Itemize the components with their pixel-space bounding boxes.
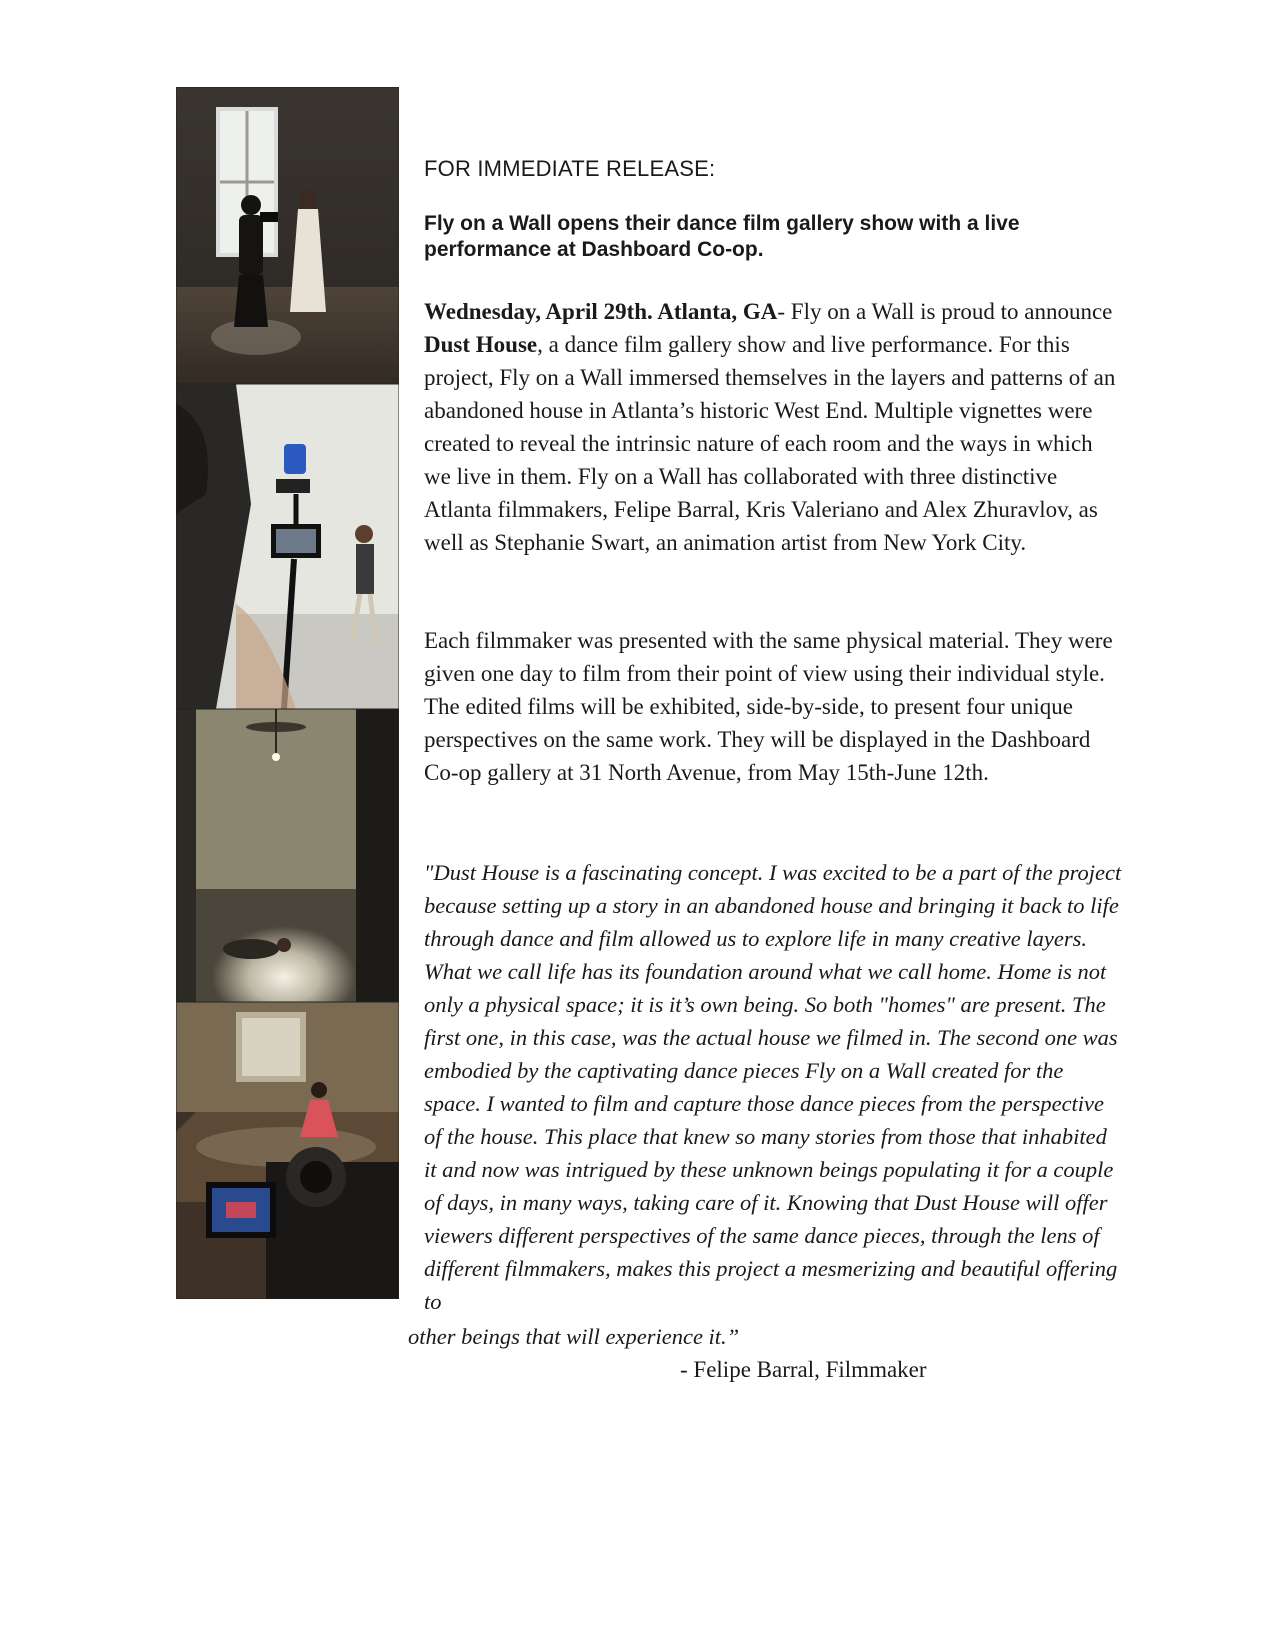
filmmaker-quote: "Dust House is a fascinating concept. I was excited to be a part of the project because setting up a story in an abandoned house and bringing it back to life through dance and film allowed us to explore life in many creative layers. What we call life has its foundation around what we call home. Home is not only a physical space; it is it’s own being. So both "homes" are present. The first one, in this case, was the actual house we filmed in. The second one was embodied by the captivating dance pieces Fly on a Wall created for the space. I wanted to film and capture those dance pieces from the perspective of the house. This place that knew so many stories from those that inhabited it and now was intrigued by these unknown beings populating it for a couple of days, in many ways, taking care of it. Knowing that Dust House will offer viewers different perspectives of the same dance pieces, through the lens of different filmmakers, makes this project a mesmerizing and beautiful offering to bbox=[424, 860, 1122, 1314]
photo-dancer-on-floor bbox=[176, 709, 399, 1002]
photo-strip bbox=[176, 87, 399, 1299]
filmmaker-quote-end: other beings that will experience it.” bbox=[408, 1324, 740, 1349]
show-title: Dust House bbox=[424, 332, 538, 357]
photo-dancer-red-dress bbox=[176, 1002, 399, 1299]
release-label: FOR IMMEDIATE RELEASE: bbox=[424, 156, 716, 181]
quote-attribution: - Felipe Barral, Filmmaker bbox=[680, 1357, 927, 1382]
dateline: Wednesday, April 29th. Atlanta, GA bbox=[424, 299, 778, 324]
headline: Fly on a Wall opens their dance film gallery show with a live performance at Dashboard Co-op. bbox=[424, 212, 1020, 261]
photo-filming-at-window bbox=[176, 87, 399, 384]
paragraph-exhibition: Each filmmaker was presented with the same physical material. They were given one day to film from their point of view using their individual style. The edited films will be exhibited, side-by-side, to present four unique perspectives on the same work. They will be displayed in the Dashboard Co-op gallery at 31 North Avenue, from May 15th-June 12th. bbox=[424, 628, 1113, 785]
lead-in-text: - Fly on a Wall is proud to announce bbox=[777, 299, 1113, 324]
photo-camera-rig bbox=[176, 384, 399, 709]
announcement-text: , a dance film gallery show and live performance. For this project, Fly on a Wall immersed themselves in the layers and patterns of an abandoned house in Atlanta’s historic West End. Multiple vignettes were created to reveal the intrinsic nature of each room and the ways in which we live in them. Fly on a Wall has collaborated with three distinctive Atlanta filmmakers, Felipe Barral, Kris Valeriano and Alex Zhuravlov, as well as Stephanie Swart, an animation artist from New York City. bbox=[424, 332, 1116, 555]
paragraph-announcement bbox=[424, 295, 1124, 559]
